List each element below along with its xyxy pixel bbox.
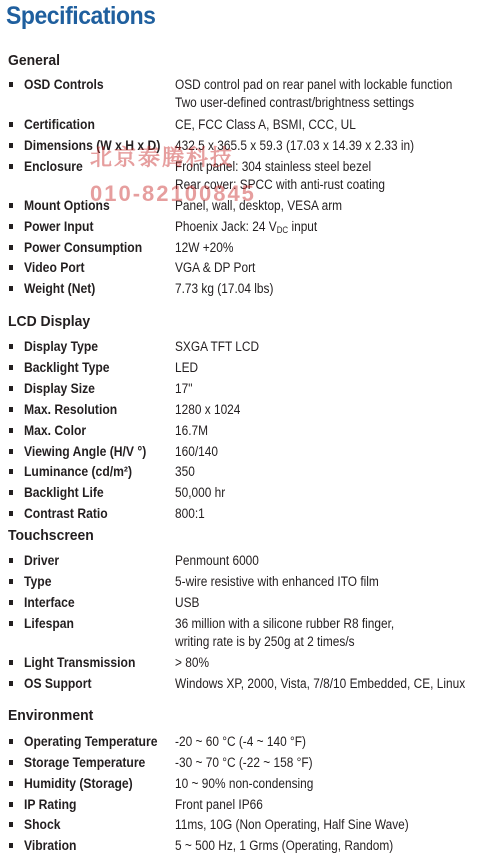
spec-value bbox=[175, 552, 259, 570]
bullet-icon bbox=[9, 386, 13, 391]
spec-value bbox=[175, 484, 225, 502]
section-heading-touchscreen: Touchscreen bbox=[8, 527, 94, 544]
spec-label: Type bbox=[24, 574, 52, 589]
spec-value bbox=[175, 816, 409, 834]
spec-value-line: 160/140 bbox=[175, 444, 218, 459]
bullet-icon bbox=[9, 490, 13, 495]
bullet-icon bbox=[9, 660, 13, 665]
spec-label: Viewing Angle (H/V °) bbox=[24, 444, 147, 459]
spec-value bbox=[175, 594, 199, 612]
spec-value-line: 12W +20% bbox=[175, 240, 234, 255]
spec-value bbox=[175, 837, 393, 855]
bullet-icon bbox=[9, 245, 13, 250]
spec-value bbox=[175, 401, 240, 419]
spec-value-line: 16.7M bbox=[175, 423, 209, 438]
spec-value bbox=[175, 380, 192, 398]
spec-label: Humidity (Storage) bbox=[24, 776, 133, 791]
spec-value bbox=[175, 218, 317, 239]
bullet-icon bbox=[9, 82, 13, 87]
spec-label: Power Input bbox=[24, 219, 94, 234]
spec-label: Video Port bbox=[24, 260, 85, 275]
spec-value-line: Two user-defined contrast/brightness settings bbox=[175, 95, 415, 110]
spec-value bbox=[175, 754, 313, 772]
spec-value bbox=[175, 359, 198, 377]
spec-value-line: Windows XP, 2000, Vista, 7/8/10 Embedded, CE, Linux bbox=[175, 676, 466, 691]
spec-value-line: 17" bbox=[175, 381, 193, 396]
spec-label: Mount Options bbox=[24, 198, 110, 213]
spec-label: Display Size bbox=[24, 381, 95, 396]
spec-value-line: Phoenix Jack: 24 $V_{DC}$ input bbox=[175, 219, 318, 235]
spec-label: Shock bbox=[24, 817, 61, 832]
spec-value bbox=[175, 116, 356, 134]
spec-value-line: > 80% bbox=[175, 655, 210, 670]
spec-value-line: -30 ~ 70 °C (-22 ~ 158 °F) bbox=[175, 755, 313, 770]
spec-value-line: writing rate is by 250g at 2 times/s bbox=[175, 634, 355, 649]
spec-value bbox=[175, 197, 342, 215]
spec-value bbox=[175, 505, 205, 523]
spec-value bbox=[175, 463, 195, 481]
spec-label: Lifespan bbox=[24, 616, 74, 631]
bullet-icon bbox=[9, 802, 13, 807]
bullet-icon bbox=[9, 407, 13, 412]
section-heading-environment: Environment bbox=[8, 707, 94, 724]
spec-label: Operating Temperature bbox=[24, 734, 158, 749]
spec-value-line: 5-wire resistive with enhanced ITO film bbox=[175, 574, 379, 589]
spec-value-line: Rear cover: SPCC with anti-rust coating bbox=[175, 177, 385, 192]
spec-value-line: -20 ~ 60 °C (-4 ~ 140 °F) bbox=[175, 734, 307, 749]
bullet-icon bbox=[9, 203, 13, 208]
spec-value bbox=[175, 137, 414, 155]
spec-label: IP Rating bbox=[24, 797, 77, 812]
bullet-icon bbox=[9, 365, 13, 370]
spec-value-line: Penmount 6000 bbox=[175, 553, 259, 568]
spec-label: Backlight Life bbox=[24, 485, 104, 500]
bullet-icon bbox=[9, 164, 13, 169]
spec-value bbox=[175, 259, 255, 277]
bullet-icon bbox=[9, 265, 13, 270]
spec-value bbox=[175, 338, 259, 356]
spec-value bbox=[175, 615, 394, 651]
spec-value-line: 800:1 bbox=[175, 506, 205, 521]
spec-value bbox=[175, 76, 452, 112]
spec-label: Driver bbox=[24, 553, 60, 568]
spec-label: Enclosure bbox=[24, 159, 83, 174]
page-title: Specifications bbox=[6, 2, 156, 30]
bullet-icon bbox=[9, 286, 13, 291]
spec-value-line: 7.73 kg (17.04 lbs) bbox=[175, 281, 274, 296]
spec-label: Vibration bbox=[24, 838, 77, 853]
bullet-icon bbox=[9, 449, 13, 454]
bullet-icon bbox=[9, 739, 13, 744]
spec-value-line: 10 ~ 90% non-condensing bbox=[175, 776, 314, 791]
spec-label: Interface bbox=[24, 595, 75, 610]
spec-label: Certification bbox=[24, 117, 95, 132]
bullet-icon bbox=[9, 344, 13, 349]
bullet-icon bbox=[9, 579, 13, 584]
bullet-icon bbox=[9, 224, 13, 229]
spec-label: Max. Resolution bbox=[24, 402, 118, 417]
spec-value-line: SXGA TFT LCD bbox=[175, 339, 260, 354]
spec-value bbox=[175, 796, 263, 814]
spec-label: Weight (Net) bbox=[24, 281, 96, 296]
watermark-line: 010-82100845 bbox=[90, 181, 256, 206]
spec-value-line: 36 million with a silicone rubber R8 finger, bbox=[175, 616, 395, 631]
spec-value bbox=[175, 280, 273, 298]
spec-value-line: 11ms, 10G (Non Operating, Half Sine Wave) bbox=[175, 817, 409, 832]
bullet-icon bbox=[9, 681, 13, 686]
spec-value bbox=[175, 775, 313, 793]
bullet-icon bbox=[9, 143, 13, 148]
bullet-icon bbox=[9, 122, 13, 127]
section-heading-general: General bbox=[8, 52, 60, 69]
section-heading-lcd-display: LCD Display bbox=[8, 313, 91, 330]
spec-value-line: Front panel: 304 stainless steel bezel bbox=[175, 159, 372, 174]
spec-value-line: 5 ~ 500 Hz, 1 Grms (Operating, Random) bbox=[175, 838, 394, 853]
spec-value bbox=[175, 675, 465, 693]
spec-label: Light Transmission bbox=[24, 655, 136, 670]
spec-value bbox=[175, 733, 306, 751]
spec-value-line: USB bbox=[175, 595, 200, 610]
bullet-icon bbox=[9, 600, 13, 605]
spec-value bbox=[175, 239, 233, 257]
spec-value bbox=[175, 573, 379, 591]
spec-label: Storage Temperature bbox=[24, 755, 146, 770]
spec-value-line: 432.5 x 365.5 x 59.3 (17.03 x 14.39 x 2.33 in) bbox=[175, 138, 415, 153]
spec-label: Backlight Type bbox=[24, 360, 110, 375]
bullet-icon bbox=[9, 511, 13, 516]
spec-value-line: 1280 x 1024 bbox=[175, 402, 241, 417]
spec-value-line: 50,000 hr bbox=[175, 485, 226, 500]
spec-value-line: Front panel IP66 bbox=[175, 797, 263, 812]
spec-value-line: OSD control pad on rear panel with lockable function bbox=[175, 77, 453, 92]
spec-label: OS Support bbox=[24, 676, 92, 691]
spec-label: Display Type bbox=[24, 339, 99, 354]
spec-value-line: Panel, wall, desktop, VESA arm bbox=[175, 198, 343, 213]
spec-value-line: LED bbox=[175, 360, 199, 375]
spec-value-line: VGA & DP Port bbox=[175, 260, 256, 275]
bullet-icon bbox=[9, 760, 13, 765]
bullet-icon bbox=[9, 469, 13, 474]
spec-label: Contrast Ratio bbox=[24, 506, 108, 521]
bullet-icon bbox=[9, 621, 13, 626]
spec-value bbox=[175, 158, 385, 194]
bullet-icon bbox=[9, 781, 13, 786]
spec-value bbox=[175, 654, 209, 672]
bullet-icon bbox=[9, 428, 13, 433]
spec-label: Max. Color bbox=[24, 423, 87, 438]
spec-label: Power Consumption bbox=[24, 240, 143, 255]
spec-value-line: CE, FCC Class A, BSMI, CCC, UL bbox=[175, 117, 356, 132]
spec-value-line: 350 bbox=[175, 464, 195, 479]
spec-label: Luminance (cd/m²) bbox=[24, 464, 133, 479]
spec-label: OSD Controls bbox=[24, 77, 104, 92]
bullet-icon bbox=[9, 843, 13, 848]
spec-value bbox=[175, 443, 218, 461]
watermark-line: 北京泰腾科技 bbox=[90, 145, 235, 170]
bullet-icon bbox=[9, 822, 13, 827]
bullet-icon bbox=[9, 558, 13, 563]
spec-label: Dimensions (W x H x D) bbox=[24, 138, 161, 153]
spec-value bbox=[175, 422, 208, 440]
